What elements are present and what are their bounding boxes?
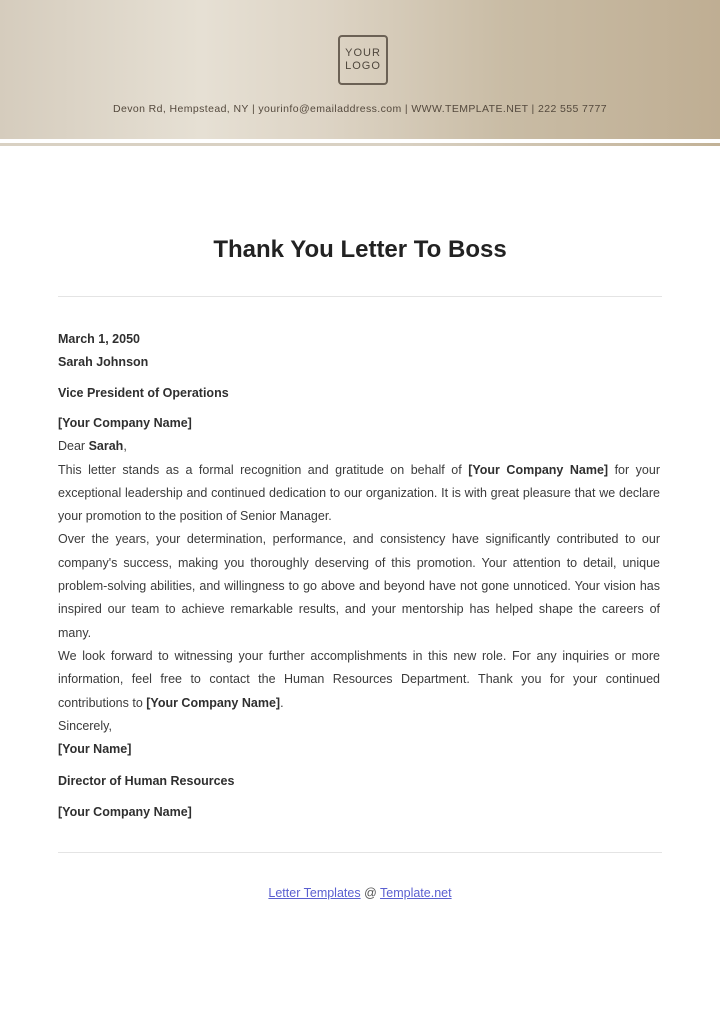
top-divider [58, 296, 662, 297]
paragraph-1-text-b: for your exceptional leadership and continued dedication to our organization. It is with great pleasure that we declare your promotion to the position of Senior Manager. [58, 462, 660, 524]
paragraph-1 [58, 459, 660, 529]
footer [0, 886, 720, 900]
letter-body [58, 412, 660, 761]
paragraph-1-company: [Your Company Name] [468, 462, 609, 477]
paragraph-3-text-a: We look forward to witnessing your further accomplishments in this new role. For any inquiries or more information, feel free to contact the Human Resources Department. Thank you for your continued contributions to [58, 648, 660, 710]
paragraph-1-text-a: This letter stands as a formal recognition and gratitude on behalf of [58, 462, 469, 477]
letter-templates-link[interactable]: Letter Templates [268, 886, 361, 900]
paragraph-2: Over the years, your determination, performance, and consistency have significantly contributed to our company's success, making you thoroughly deserving of this promotion. Your attention to detail, unique problem-solving abilities, and willingness to go above and beyond have not gone unnoticed. Your vision has inspired our team to achieve remarkable results, and your mentorship has helped shape the careers of many. [58, 532, 660, 640]
paragraph-3-text-b: . [280, 695, 284, 710]
sender-title: Director of Human Resources [58, 774, 235, 788]
salutation-suffix: , [123, 439, 127, 454]
letterhead-divider [0, 143, 720, 146]
recipient-company: [Your Company Name] [58, 416, 192, 430]
recipient-block [58, 328, 660, 375]
letter-date: March 1, 2050 [58, 332, 140, 346]
logo-text: YOUR LOGO [345, 47, 381, 72]
sender-company-block [58, 801, 660, 824]
salutation-prefix: Dear [58, 439, 89, 454]
paragraph-3 [58, 645, 660, 715]
recipient-title-block [58, 382, 660, 405]
recipient-title: Vice President of Operations [58, 386, 229, 400]
recipient-name: Sarah Johnson [58, 355, 149, 370]
bottom-divider [58, 852, 662, 853]
sender-title-block [58, 770, 660, 793]
closing: Sincerely, [58, 718, 112, 733]
salutation [58, 435, 660, 458]
sender-name: [Your Name] [58, 742, 132, 757]
template-net-link[interactable]: Template.net [380, 886, 452, 900]
paragraph-3-company: [Your Company Name] [146, 695, 281, 710]
sender-company: [Your Company Name] [58, 805, 192, 819]
salutation-name: Sarah [88, 439, 124, 454]
page-title: Thank You Letter To Boss [213, 236, 507, 263]
footer-separator: @ [360, 886, 381, 900]
logo-placeholder [338, 35, 388, 85]
contact-info: Devon Rd, Hempstead, NY | yourinfo@emailaddress.com | WWW.TEMPLATE.NET | 222 555 7777 [112, 103, 608, 115]
